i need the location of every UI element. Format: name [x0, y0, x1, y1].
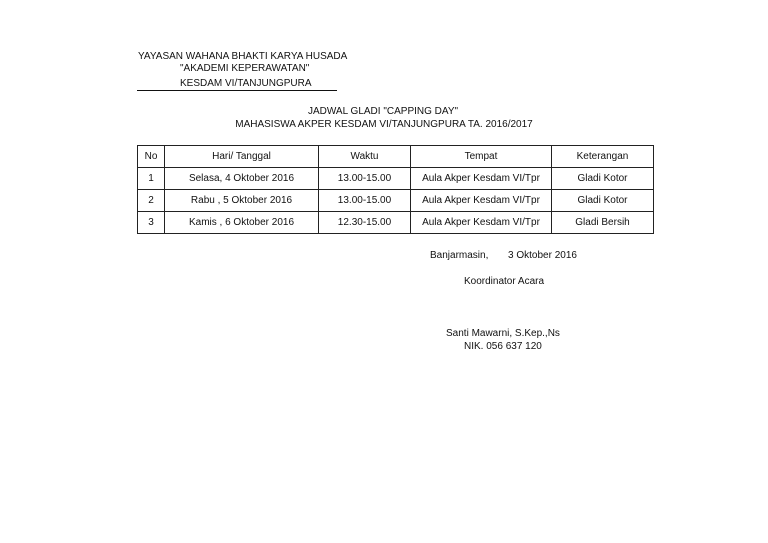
- cell-time: 13.00-15.00: [319, 190, 411, 212]
- cell-remarks: Gladi Kotor: [552, 168, 654, 190]
- document-subtitle: MAHASISWA AKPER KESDAM VI/TANJUNGPURA TA. 2016/2017: [235, 119, 533, 130]
- cell-place: Aula Akper Kesdam VI/Tpr: [411, 168, 552, 190]
- table-row: [138, 190, 654, 212]
- cell-day-date: Rabu , 5 Oktober 2016: [165, 190, 319, 212]
- cell-time: 12.30-15.00: [319, 212, 411, 234]
- signatory-name: Santi Mawarni, S.Kep.,Ns: [446, 328, 560, 339]
- document-title-text: JADWAL GLADI "CAPPING DAY": [307, 106, 459, 117]
- cell-no: 2: [138, 190, 165, 212]
- cell-remarks: Gladi Kotor: [552, 190, 654, 212]
- column-header-time: Waktu: [319, 146, 411, 168]
- table-row: [138, 168, 654, 190]
- table-row: [138, 212, 654, 234]
- academy-name: "AKADEMI KEPERAWATAN": [180, 63, 310, 74]
- cell-place: Aula Akper Kesdam VI/Tpr: [411, 190, 552, 212]
- cell-time: 13.00-15.00: [319, 168, 411, 190]
- institution-name: YAYASAN WAHANA BHAKTI KARYA HUSADA: [138, 51, 348, 62]
- column-header-day-date: Hari/ Tanggal: [165, 146, 319, 168]
- cell-no: 3: [138, 212, 165, 234]
- header-underline: [137, 90, 337, 91]
- column-header-remarks: Keterangan: [552, 146, 654, 168]
- institution-location: KESDAM VI/TANJUNGPURA: [180, 78, 312, 89]
- signature-place: Banjarmasin,: [430, 250, 489, 261]
- cell-no: 1: [138, 168, 165, 190]
- column-header-place: Tempat: [411, 146, 552, 168]
- signatory-nik: NIK. 056 637 120: [464, 341, 542, 352]
- cell-day-date: Kamis , 6 Oktober 2016: [165, 212, 319, 234]
- cell-remarks: Gladi Bersih: [552, 212, 654, 234]
- cell-day-date: Selasa, 4 Oktober 2016: [165, 168, 319, 190]
- signatory-role: Koordinator Acara: [464, 276, 545, 287]
- document-title: [0, 106, 768, 117]
- cell-place: Aula Akper Kesdam VI/Tpr: [411, 212, 552, 234]
- table-header-row: [138, 146, 654, 168]
- schedule-table: [137, 145, 654, 234]
- column-header-no: No: [138, 146, 165, 168]
- signature-date: 3 Oktober 2016: [508, 250, 577, 261]
